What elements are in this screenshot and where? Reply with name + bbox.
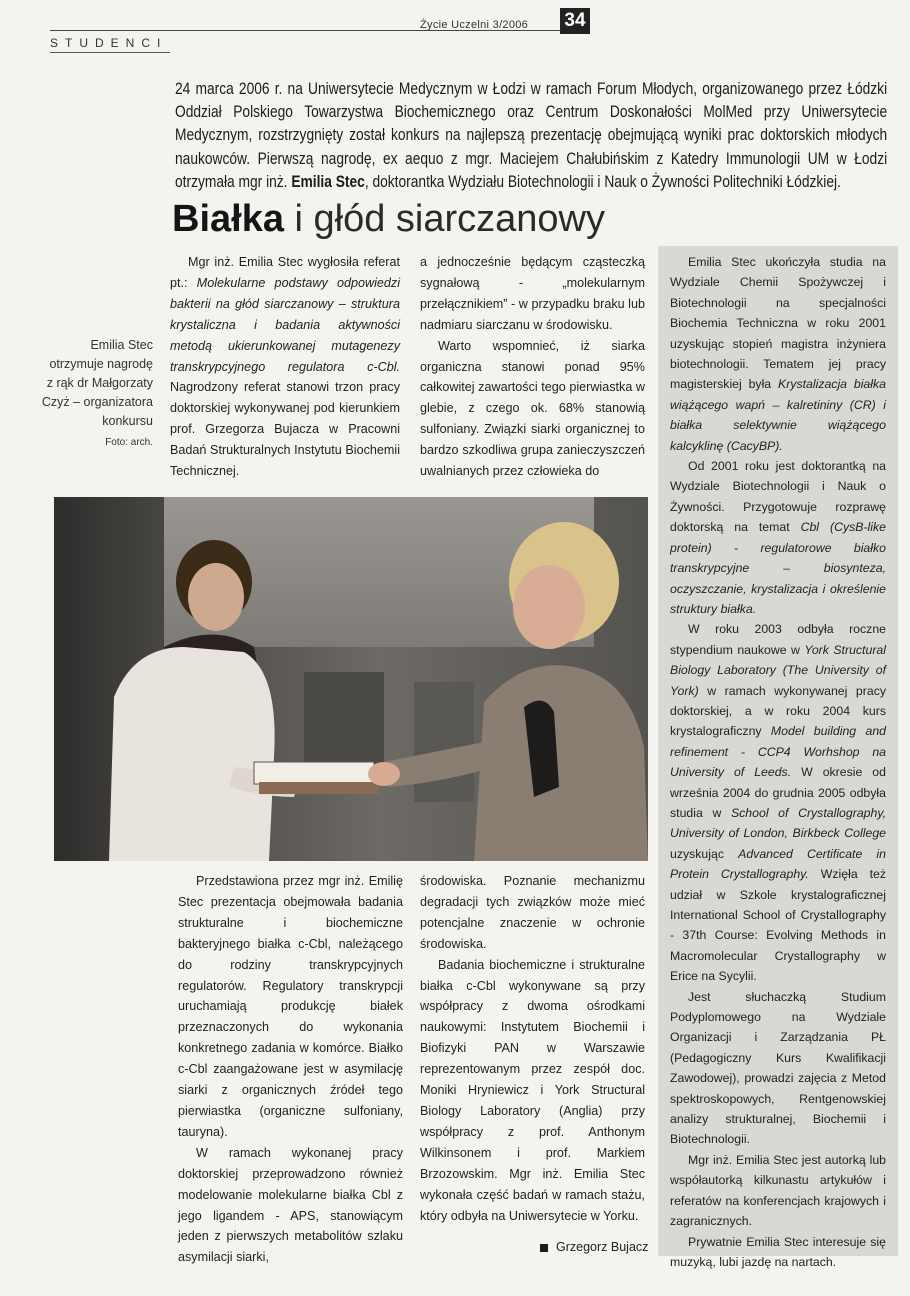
page-number: 34 <box>560 8 590 34</box>
author-name: Grzegorz Bujacz <box>556 1240 649 1254</box>
paragraph: środowiska. Poznanie mechanizmu degradacji tych związków może mieć potencjalne znaczenie w ochronie środowiska. <box>420 874 645 951</box>
lead-text: 24 marca 2006 r. na Uniwersytecie Medycznym w Łodzi w ramach Forum Młodych, organizowanego przez Łódzki Oddział Polskiego Towarzystwa Biochemicznego oraz Centrum Doskonałości MolMed przy Uniwersytecie Medycznym, rozstrzygnięty został konkurs na najlepszą prezentację obejmującą wyniki prac doktorskich młodych naukowców. Pierwszą nagrodę, ex aequo z mgr. Maciejem Chałubińskim z Katedry Immunologii UM w Łodzi otrzymała mgr inż. <box>175 79 888 191</box>
lead-text-end: , doktorantka Wydziału Biotechnologii i Nauk o Żywności Politechniki Łódzkiej. <box>364 171 841 191</box>
dissertation-title: Cbl (CysB-like protein) - regulatorowe białko transkrypcyjne – biosynteza, oczyszczanie, krystalizacja i określenie struktury białka. <box>670 520 886 616</box>
title-bold: Białka <box>172 198 284 240</box>
thesis-title: Krystalizacja białka wiążącego wapń – kalretininy (CR) i białka selektywnie wiążącego kalcyklinę (CacyBP). <box>670 377 886 453</box>
text: W roku 2003 odbyła roczne stypendium naukowe w <box>670 622 886 657</box>
article-title <box>172 198 605 241</box>
bio-sidebar <box>658 246 898 1269</box>
text: Nagrodzony referat stanowi trzon pracy doktorskiej wykonywanej pod kierunkiem prof. Grzegorza Bujacza w Pracowni Badań Strukturalnych Instytutu Biochemii Technicznej. <box>170 380 400 479</box>
text: Mgr inż. Emilia Stec wygłosiła referat pt.: <box>170 255 400 290</box>
bio-paragraph: Prywatnie Emilia Stec interesuje się muzyką, lubi jazdę na nartach. <box>670 1234 886 1269</box>
paragraph: Badania biochemiczne i strukturalne białka c-Cbl wykonywane są przy współpracy z dwoma ośrodkami naukowymi: Instytutem Biochemii i Biofizyki PAN w Warszawie reprezentowanym przez zespół doc. Moniki Hryniewicz i York Structural Biology Laboratory (Anglia) przy współpracy z prof. Anthonym Wilkinsonem i prof. Markiem Brzozowskim. Mgr inż. Emilia Stec wykonała część badań w ramach stażu, który odbyła na Uniwersytecie w Yorku. <box>420 957 645 1223</box>
bio-paragraph: Jest słuchaczką Studium Podyplomowego na Wydziale Organizacji i Zarządzania PŁ (Pedagogiczny Kurs Kwalifikacji Zawodowej), prowadzi zajęcia z Metod spektroskopowych, Rentgenowskiej analizy strukturalnej, Biochemii i Biotechnologii. <box>670 989 886 1147</box>
text: Od 2001 roku jest doktorantką na Wydziale Biotechnologii i Nauk o Żywności. Przygotowuje rozprawę doktorską na temat <box>670 459 886 535</box>
section-rule <box>50 52 170 53</box>
photo-caption <box>40 336 153 452</box>
bio-text <box>670 252 886 1272</box>
paragraph <box>170 252 400 482</box>
article-column-2-top <box>420 252 645 482</box>
photo-credit: Foto: arch. <box>105 437 153 448</box>
paragraph: W ramach wykonanej pracy doktorskiej przeprowadzono również modelowanie molekularne białka Cbl z jego ligandem - APS, stanowiącym jeden z pierwszych metabolitów szlaku asymilacji siarki, <box>178 1145 403 1265</box>
paragraph: Warto wspomnieć, iż siarka organiczna stanowi ponad 95% całkowitej zawartości tego pierwiastka w glebie, z czego ok. 68% stanowią sulfoniany. Związki siarki organicznej to bardzo szkodliwa grupa zanieczyszczeń uwalnianych przez człowieka do <box>420 338 645 479</box>
lead-paragraph <box>175 77 887 193</box>
talk-title: Molekularne podstawy odpowiedzi bakterii na głód siarczanowy – struktura krystaliczna i badania aktywności metodą ukierunkowanej mutagenezy transkrypcyjnego regulatora c-Cbl. <box>170 275 400 374</box>
text: Wzięła też udział w Szkole krystalograficznej International School of Crystallography - 37th Course: Evolving Methods in Macromolecular Crystallography w Erice na Sycylii. <box>670 867 886 984</box>
paragraph: a jednocześnie będącym cząsteczką sygnałową - „molekularnym przełącznikiem” - w przypadku braku lub nadmiaru siarczanu w środowisku. <box>420 255 645 332</box>
title-rest: i głód siarczanowy <box>283 198 606 240</box>
text: W okresie od września 2004 do grudnia 2005 odbyła studia w <box>670 765 886 820</box>
section-label: STUDENCI <box>50 36 168 50</box>
journal-issue: Życie Uczelni 3/2006 <box>420 19 529 31</box>
course: Model building and refinement - CCP4 Worhshop na University of Leeds. <box>670 724 886 780</box>
bio-paragraph <box>670 456 886 619</box>
lead-name: Emilia Stec <box>291 171 365 191</box>
institution: York Structural Biology Laboratory (The University of York) <box>670 642 886 698</box>
award-photo <box>54 497 648 861</box>
certificate: Advanced Certificate in Protein Crystallography. <box>670 846 886 882</box>
bio-paragraph <box>670 619 886 986</box>
caption-text: Emilia Stec otrzymuje nagrodę z rąk dr Małgorzaty Czyż – organizatora konkursu <box>41 338 153 428</box>
text: Emilia Stec ukończyła studia na Wydziale Chemii Spożywczej i Biotechnologii na specjalności Biochemia Techniczna w roku 2001 uzyskując stopień magistra inżyniera biotechnologii. Tematem jej pracy magisterskiej była <box>670 255 886 392</box>
text: uzyskując <box>670 846 739 861</box>
photo-illustration <box>54 497 648 861</box>
text: w ramach wykonywanej pracy doktorskiej, a w roku 2004 kurs krystalograficzny <box>670 683 886 739</box>
square-bullet-icon <box>540 1244 548 1252</box>
article-column-1-top <box>170 252 400 482</box>
article-column-2-bottom <box>420 871 645 1226</box>
bio-paragraph: Mgr inż. Emilia Stec jest autorką lub współautorką kilkunastu artykułów i referatów na konferencjach krajowych i zagranicznych. <box>670 1152 886 1229</box>
paragraph: Przedstawiona przez mgr inż. Emilię Stec prezentacja obejmowała badania strukturalne i biochemiczne bakteryjnego białka c-Cbl, należącego do rodziny transkrypcyjnych regulatorów. Regulatory transkrypcji uruchamiają produkcję białek przeznaczonych do wykonania konkretnego zadania w komórce. Białko c-Cbl zaangażowane jest w asymilację siarki z organicznych źródeł tego pierwiastka (organiczne sulfoniany, tauryna). <box>178 874 403 1139</box>
institution: School of Crystallography, University of London, Birkbeck College <box>670 805 886 841</box>
article-author <box>540 1240 648 1254</box>
article-column-1-bottom <box>178 871 403 1268</box>
bio-paragraph <box>670 252 886 456</box>
